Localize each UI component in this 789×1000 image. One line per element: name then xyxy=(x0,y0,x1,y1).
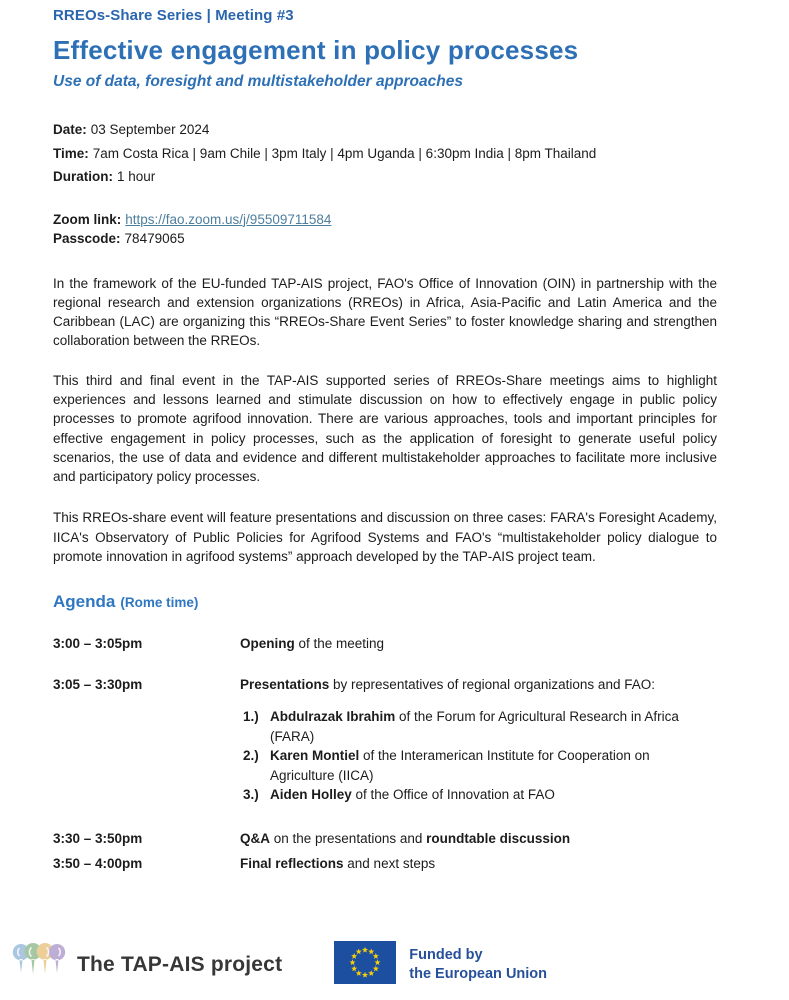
event-details xyxy=(53,118,717,189)
speaker-affiliation: of the Interamerican Institute for Cooperation on Agriculture (IICA) xyxy=(270,748,650,783)
eu-flag-icon xyxy=(334,941,396,989)
duration-row xyxy=(53,165,717,189)
duration-value: 1 hour xyxy=(117,169,156,184)
eu-funding-line2: the European Union xyxy=(409,965,548,982)
eu-funding-logo xyxy=(334,941,547,989)
agenda-time: 3:50 – 4:00pm xyxy=(53,856,143,872)
map-pin-cluster-icon xyxy=(12,936,68,993)
agenda-row-presentations xyxy=(53,675,717,695)
tap-ais-label: The TAP-AIS project xyxy=(77,952,283,976)
date-label: Date: xyxy=(53,122,87,137)
speaker-number: 1.) xyxy=(243,709,259,725)
duration-label: Duration: xyxy=(53,169,113,184)
speaker-number: 3.) xyxy=(243,787,259,803)
cases-paragraph: This RREOs-share event will feature presentations and discussion on three cases: FARA's Foresight Academy, IICA's Observatory of Public Policies for Agrifood Systems and FAO's “multistakeholder policy dialogue to promote innovation in agrifood systems” approach developed by the TAP-AIS project team. xyxy=(53,510,717,565)
agenda-heading-title: Agenda xyxy=(53,592,116,612)
agenda-desc-bold: Opening xyxy=(240,636,295,652)
time-row xyxy=(53,142,717,166)
agenda-description xyxy=(240,675,717,695)
agenda-timezone-note: (Rome time) xyxy=(120,595,199,611)
speaker-affiliation: of the Office of Innovation at FAO xyxy=(351,787,555,803)
tap-ais-logo xyxy=(12,936,282,993)
agenda-time: 3:05 – 3:30pm xyxy=(53,676,143,692)
connection-details xyxy=(53,210,717,249)
agenda-time: 3:30 – 3:50pm xyxy=(53,830,143,846)
agenda-desc-text: of the meeting xyxy=(294,636,385,652)
agenda-desc-bold: Q&A xyxy=(240,830,270,846)
speaker-name: Aiden Holley xyxy=(270,787,352,803)
agenda-heading xyxy=(53,592,717,612)
date-value: 03 September 2024 xyxy=(90,122,210,137)
list-item xyxy=(243,707,717,746)
agenda-description xyxy=(240,854,717,874)
time-value: 7am Costa Rica | 9am Chile | 3pm Italy | 4pm Uganda | 6:30pm India | 8pm Thailand xyxy=(92,145,597,161)
speaker-text xyxy=(270,785,717,805)
date-row xyxy=(53,118,717,142)
agenda-desc-bold: roundtable discussion xyxy=(426,830,571,846)
agenda-desc-text: by representatives of regional organizations and FAO: xyxy=(329,676,655,692)
agenda-row-qa xyxy=(53,829,717,849)
zoom-link-label: Zoom link: xyxy=(53,211,122,227)
passcode-value: 78479065 xyxy=(124,231,185,246)
agenda-desc-bold: Final reflections xyxy=(240,856,344,872)
series-kicker: RREOs-Share Series | Meeting #3 xyxy=(53,7,294,24)
zoom-meeting-link[interactable]: https://fao.zoom.us/j/95509711584 xyxy=(125,211,332,227)
passcode-row xyxy=(53,229,717,249)
agenda-description xyxy=(240,634,717,654)
zoom-link-row xyxy=(53,210,717,230)
page-subtitle: Use of data, foresight and multistakeholder approaches xyxy=(53,73,463,90)
speaker-text xyxy=(270,707,717,746)
agenda-desc-text: on the presentations and xyxy=(270,830,427,846)
intro-paragraph: In the framework of the EU-funded TAP-AIS project, FAO's Office of Innovation (OIN) in partnership with the regional research and extension organizations (RREOs) in Africa, Asia-Pacific and Latin America and the Caribbean (LAC) are organizing this “RREOs-Share Event Series” to foster knowledge sharing and strengthen collaboration between the RREOs. xyxy=(53,275,717,349)
agenda-time: 3:00 – 3:05pm xyxy=(53,636,143,652)
agenda-desc-text: and next steps xyxy=(343,856,436,872)
speaker-text xyxy=(270,746,717,785)
speaker-name: Abdulrazak Ibrahim xyxy=(270,709,396,725)
speaker-list xyxy=(243,707,717,805)
time-label: Time: xyxy=(53,145,89,161)
speaker-number: 2.) xyxy=(243,748,259,764)
eu-funding-line1: Funded by xyxy=(409,946,483,963)
eu-funding-text xyxy=(409,946,547,984)
passcode-label: Passcode: xyxy=(53,231,121,246)
page-title: Effective engagement in policy processes xyxy=(53,35,579,65)
agenda-row-opening xyxy=(53,634,717,654)
speaker-name: Karen Montiel xyxy=(270,748,360,764)
list-item xyxy=(243,785,717,805)
event-description-paragraph: This third and final event in the TAP-AIS supported series of RREOs-Share meetings aims to highlight experiences and lessons learned and stimulate discussion on how to effectively engage in public policy processes to promote agrifood innovation. There are various approaches, tools and important principles for effective engagement in policy processes, such as the application of foresight to generate useful policy scenarios, the use of data and evidence and different multistakeholder approaches to facilitate more inclusive and participatory policy processes. xyxy=(53,372,717,485)
agenda-row-final xyxy=(53,854,717,874)
list-item xyxy=(243,746,717,785)
footer-logos xyxy=(12,936,759,993)
speaker-affiliation: of the Forum for Agricultural Research in Africa (FARA) xyxy=(270,709,679,744)
agenda-desc-bold: Presentations xyxy=(240,676,330,692)
agenda-description xyxy=(240,829,717,849)
